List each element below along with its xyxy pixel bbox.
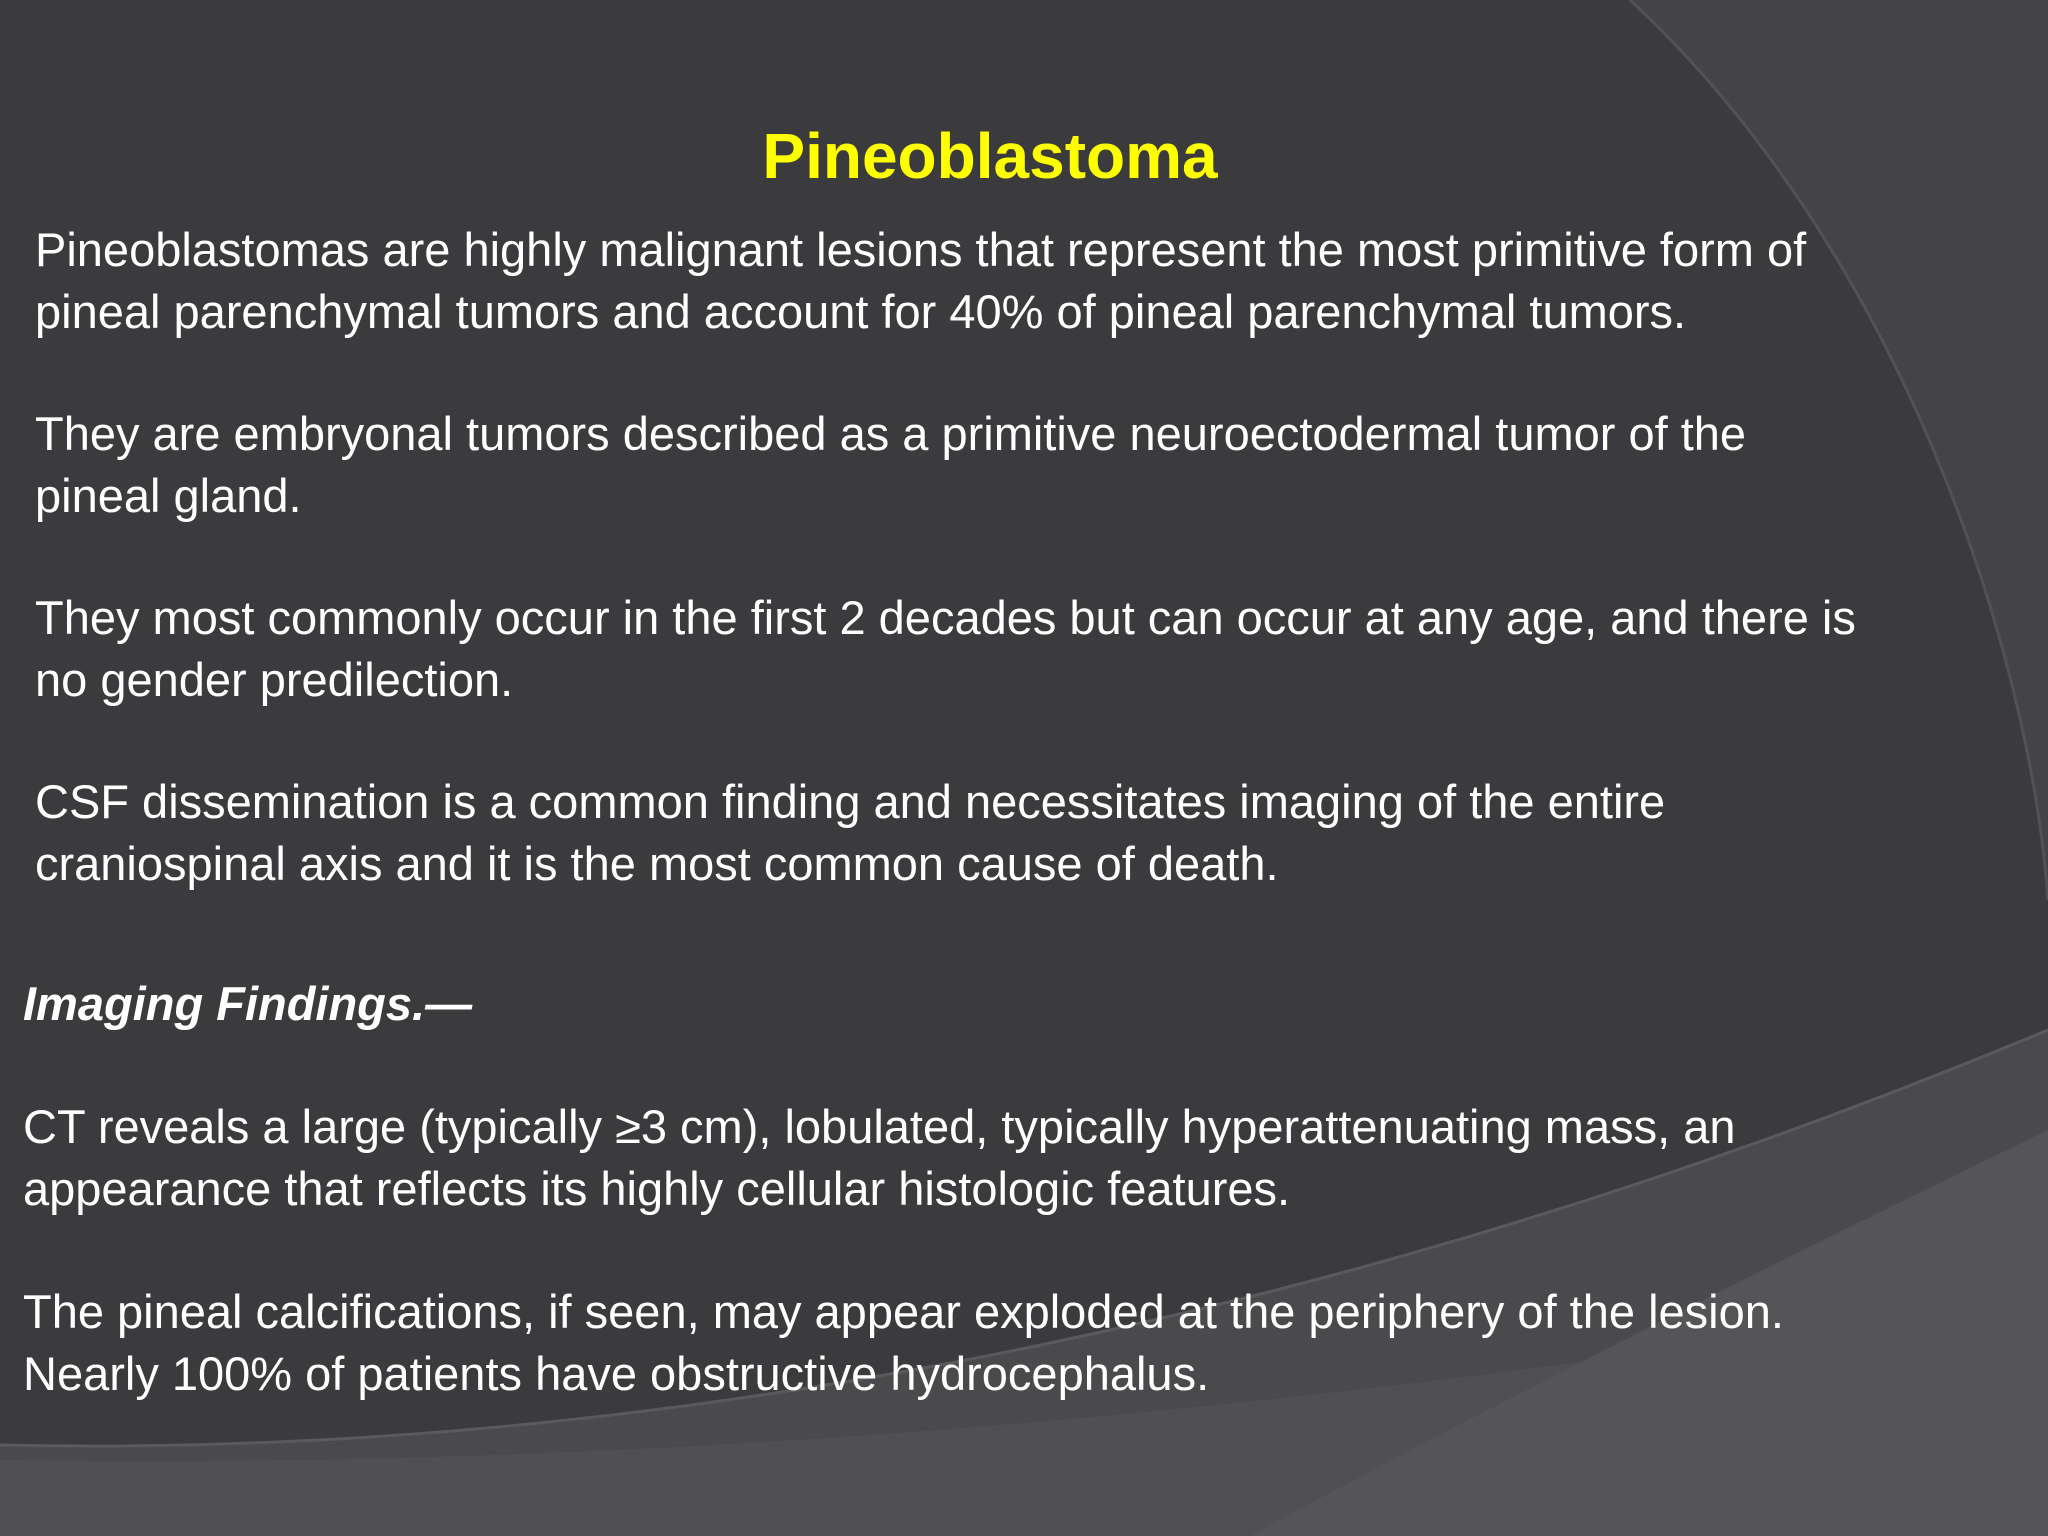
paragraph-2-line-2: pineal gland.: [35, 469, 302, 522]
imaging-paragraph-1-line-2: appearance that reflects its highly cellular histologic features.: [23, 1162, 1291, 1215]
imaging-paragraph-1-line-1: CT reveals a large (typically ≥3 cm), lobulated, typically hyperattenuating mass, an: [23, 1100, 1736, 1153]
paragraph-3-line-1: They most commonly occur in the first 2 decades but can occur at any age, and there is: [35, 591, 1856, 644]
imaging-findings-heading: Imaging Findings.—: [23, 977, 473, 1030]
paragraph-4-line-2: craniospinal axis and it is the most common cause of death.: [35, 837, 1279, 890]
paragraph-2-line-1: They are embryonal tumors described as a primitive neuroectodermal tumor of the: [35, 407, 1747, 460]
paragraph-3-line-2: no gender predilection.: [35, 653, 514, 706]
slide-title: Pineoblastoma: [762, 120, 1218, 192]
paragraph-2: [35, 403, 1746, 527]
imaging-paragraph-2: [23, 1281, 1784, 1405]
imaging-paragraph-2-line-2: Nearly 100% of patients have obstructive hydrocephalus.: [23, 1347, 1210, 1400]
paragraph-3: [35, 587, 1856, 711]
paragraph-1-line-1: Pineoblastomas are highly malignant lesions that represent the most primitive form of: [35, 223, 1807, 276]
paragraph-1-line-2: pineal parenchymal tumors and account for 40% of pineal parenchymal tumors.: [35, 285, 1687, 338]
paragraph-4-line-1: CSF dissemination is a common finding and necessitates imaging of the entire: [35, 775, 1666, 828]
imaging-paragraph-1: [23, 1096, 1736, 1220]
imaging-paragraph-2-line-1: The pineal calcifications, if seen, may appear exploded at the periphery of the lesion.: [23, 1285, 1784, 1338]
paragraph-4: [35, 771, 1665, 895]
paragraph-1: [35, 219, 1806, 343]
